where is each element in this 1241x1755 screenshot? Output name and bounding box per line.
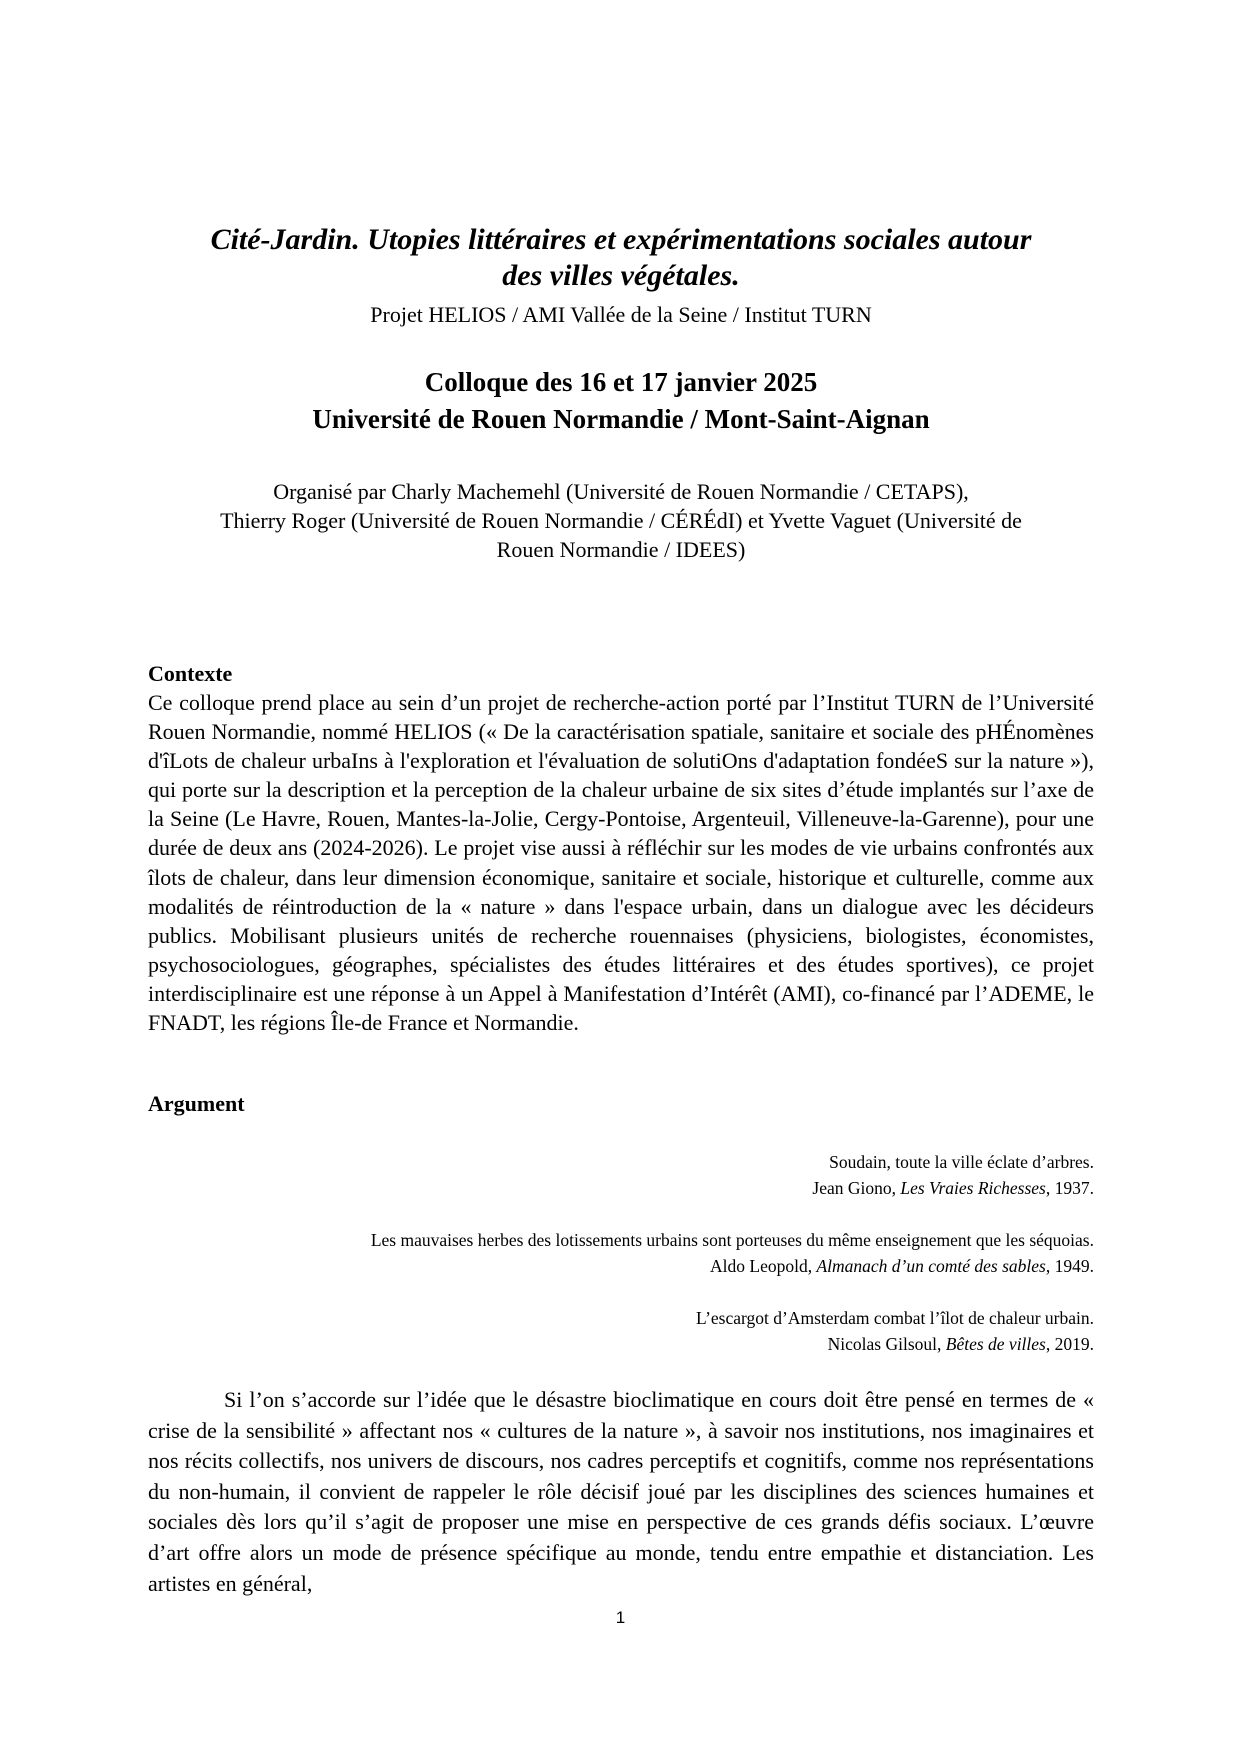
project-subtitle: Projet HELIOS / AMI Vallée de la Seine / Institut TURN xyxy=(370,302,872,327)
epigraph-year: , 2019. xyxy=(1045,1334,1094,1354)
epigraph-quote: Soudain, toute la ville éclate d’arbres. xyxy=(829,1152,1094,1172)
epigraph-author: Aldo Leopold, xyxy=(710,1256,817,1276)
epigraph-citation xyxy=(148,1175,1094,1201)
title-line-1: Cité-Jardin. Utopies littéraires et expérimentations sociales autour xyxy=(210,223,1032,256)
epigraph-quote: L’escargot d’Amsterdam combat l’îlot de chaleur urbain. xyxy=(696,1308,1094,1328)
epigraph xyxy=(148,1227,1094,1279)
epigraph-work: Almanach d’un comté des sables xyxy=(816,1256,1046,1276)
organisers xyxy=(148,477,1094,564)
epigraph-quote: Les mauvaises herbes des lotissements urbains sont porteuses du même enseignement que les séquoias. xyxy=(370,1230,1094,1250)
epigraph xyxy=(148,1305,1094,1357)
epigraph-work: Les Vraies Richesses xyxy=(900,1178,1046,1198)
argument-paragraph: Si l’on s’accorde sur l’idée que le désastre bioclimatique en cours doit être pensé en termes de « crise de la sensibilité » affectant nos « cultures de la nature », à savoir nos institutions, nos imaginaires et nos récits collectifs, nos univers de discours, nos cadres perceptifs et cognitifs, comme nos représentations du non-humain, il convient de rappeler le rôle décisif joué par les disciplines des sciences humaines et sociales dès lors qu’il s’agit de proposer une mise en perspective de ces grands défis sociaux. L’œuvre d’art offre alors un mode de présence spécifique au monde, tendu entre empathie et distanciation. Les artistes en général, xyxy=(148,1387,1094,1596)
document-title xyxy=(148,222,1094,294)
epigraph-author: Nicolas Gilsoul, xyxy=(827,1334,946,1354)
epigraph-year: , 1937. xyxy=(1045,1178,1094,1198)
epigraph-year: , 1949. xyxy=(1045,1256,1094,1276)
argument-heading: Argument xyxy=(148,1091,245,1116)
epigraph xyxy=(148,1149,1094,1201)
epigraph-work: Bêtes de villes xyxy=(945,1334,1046,1354)
contexte-paragraph: Ce colloque prend place au sein d’un projet de recherche-action porté par l’Institut TURN de l’Université Rouen Normandie, nommé HELIOS (« De la caractérisation spatiale, sanitaire et sociale des pHÉnomènes d'îLots de chaleur urbaIns à l'exploration et l'évaluation de solutiOns d'adaptation fondéeS sur la nature »), qui porte sur la description et la perception de la chaleur urbaine de six sites d’étude implantés sur l’axe de la Seine (Le Havre, Rouen, Mantes-la-Jolie, Cergy-Pontoise, Argenteuil, Villeneuve-la-Garenne), pour une durée de deux ans (2024-2026). Le projet vise aussi à réfléchir sur les modes de vie urbains confrontés aux îlots de chaleur, dans leur dimension économique, sanitaire et sociale, historique et culturelle, comme aux modalités de réintroduction de la « nature » dans l'espace urbain, dans un dialogue avec les décideurs publics. Mobilisant plusieurs unités de recherche rouennaises (physiciens, biologistes, économistes, psychosociologues, géographes, spécialistes des études littéraires et des études sportives), ce projet interdisciplinaire est une réponse à un Appel à Manifestation d’Intérêt (AMI), co-financé par l’ADEME, le FNADT, les régions Île-de France et Normandie. xyxy=(148,690,1094,1036)
page-number: 1 xyxy=(615,1608,626,1627)
epigraph-citation xyxy=(148,1253,1094,1279)
colloque-place: Université de Rouen Normandie / Mont-Saint-Aignan xyxy=(312,404,930,434)
epigraph-citation xyxy=(148,1331,1094,1357)
organisers-line-1: Organisé par Charly Machemehl (Université de Rouen Normandie / CETAPS), xyxy=(273,479,969,504)
title-line-2: des villes végétales. xyxy=(502,259,740,292)
colloque-dates: Colloque des 16 et 17 janvier 2025 xyxy=(424,367,818,397)
colloque-info xyxy=(148,364,1094,438)
contexte-heading: Contexte xyxy=(148,661,233,686)
organisers-line-3: Rouen Normandie / IDEES) xyxy=(496,537,746,562)
epigraphs xyxy=(148,1149,1094,1383)
epigraph-author: Jean Giono, xyxy=(812,1178,901,1198)
organisers-line-2: Thierry Roger (Université de Rouen Normandie / CÉRÉdI) et Yvette Vaguet (Université de xyxy=(220,508,1022,533)
